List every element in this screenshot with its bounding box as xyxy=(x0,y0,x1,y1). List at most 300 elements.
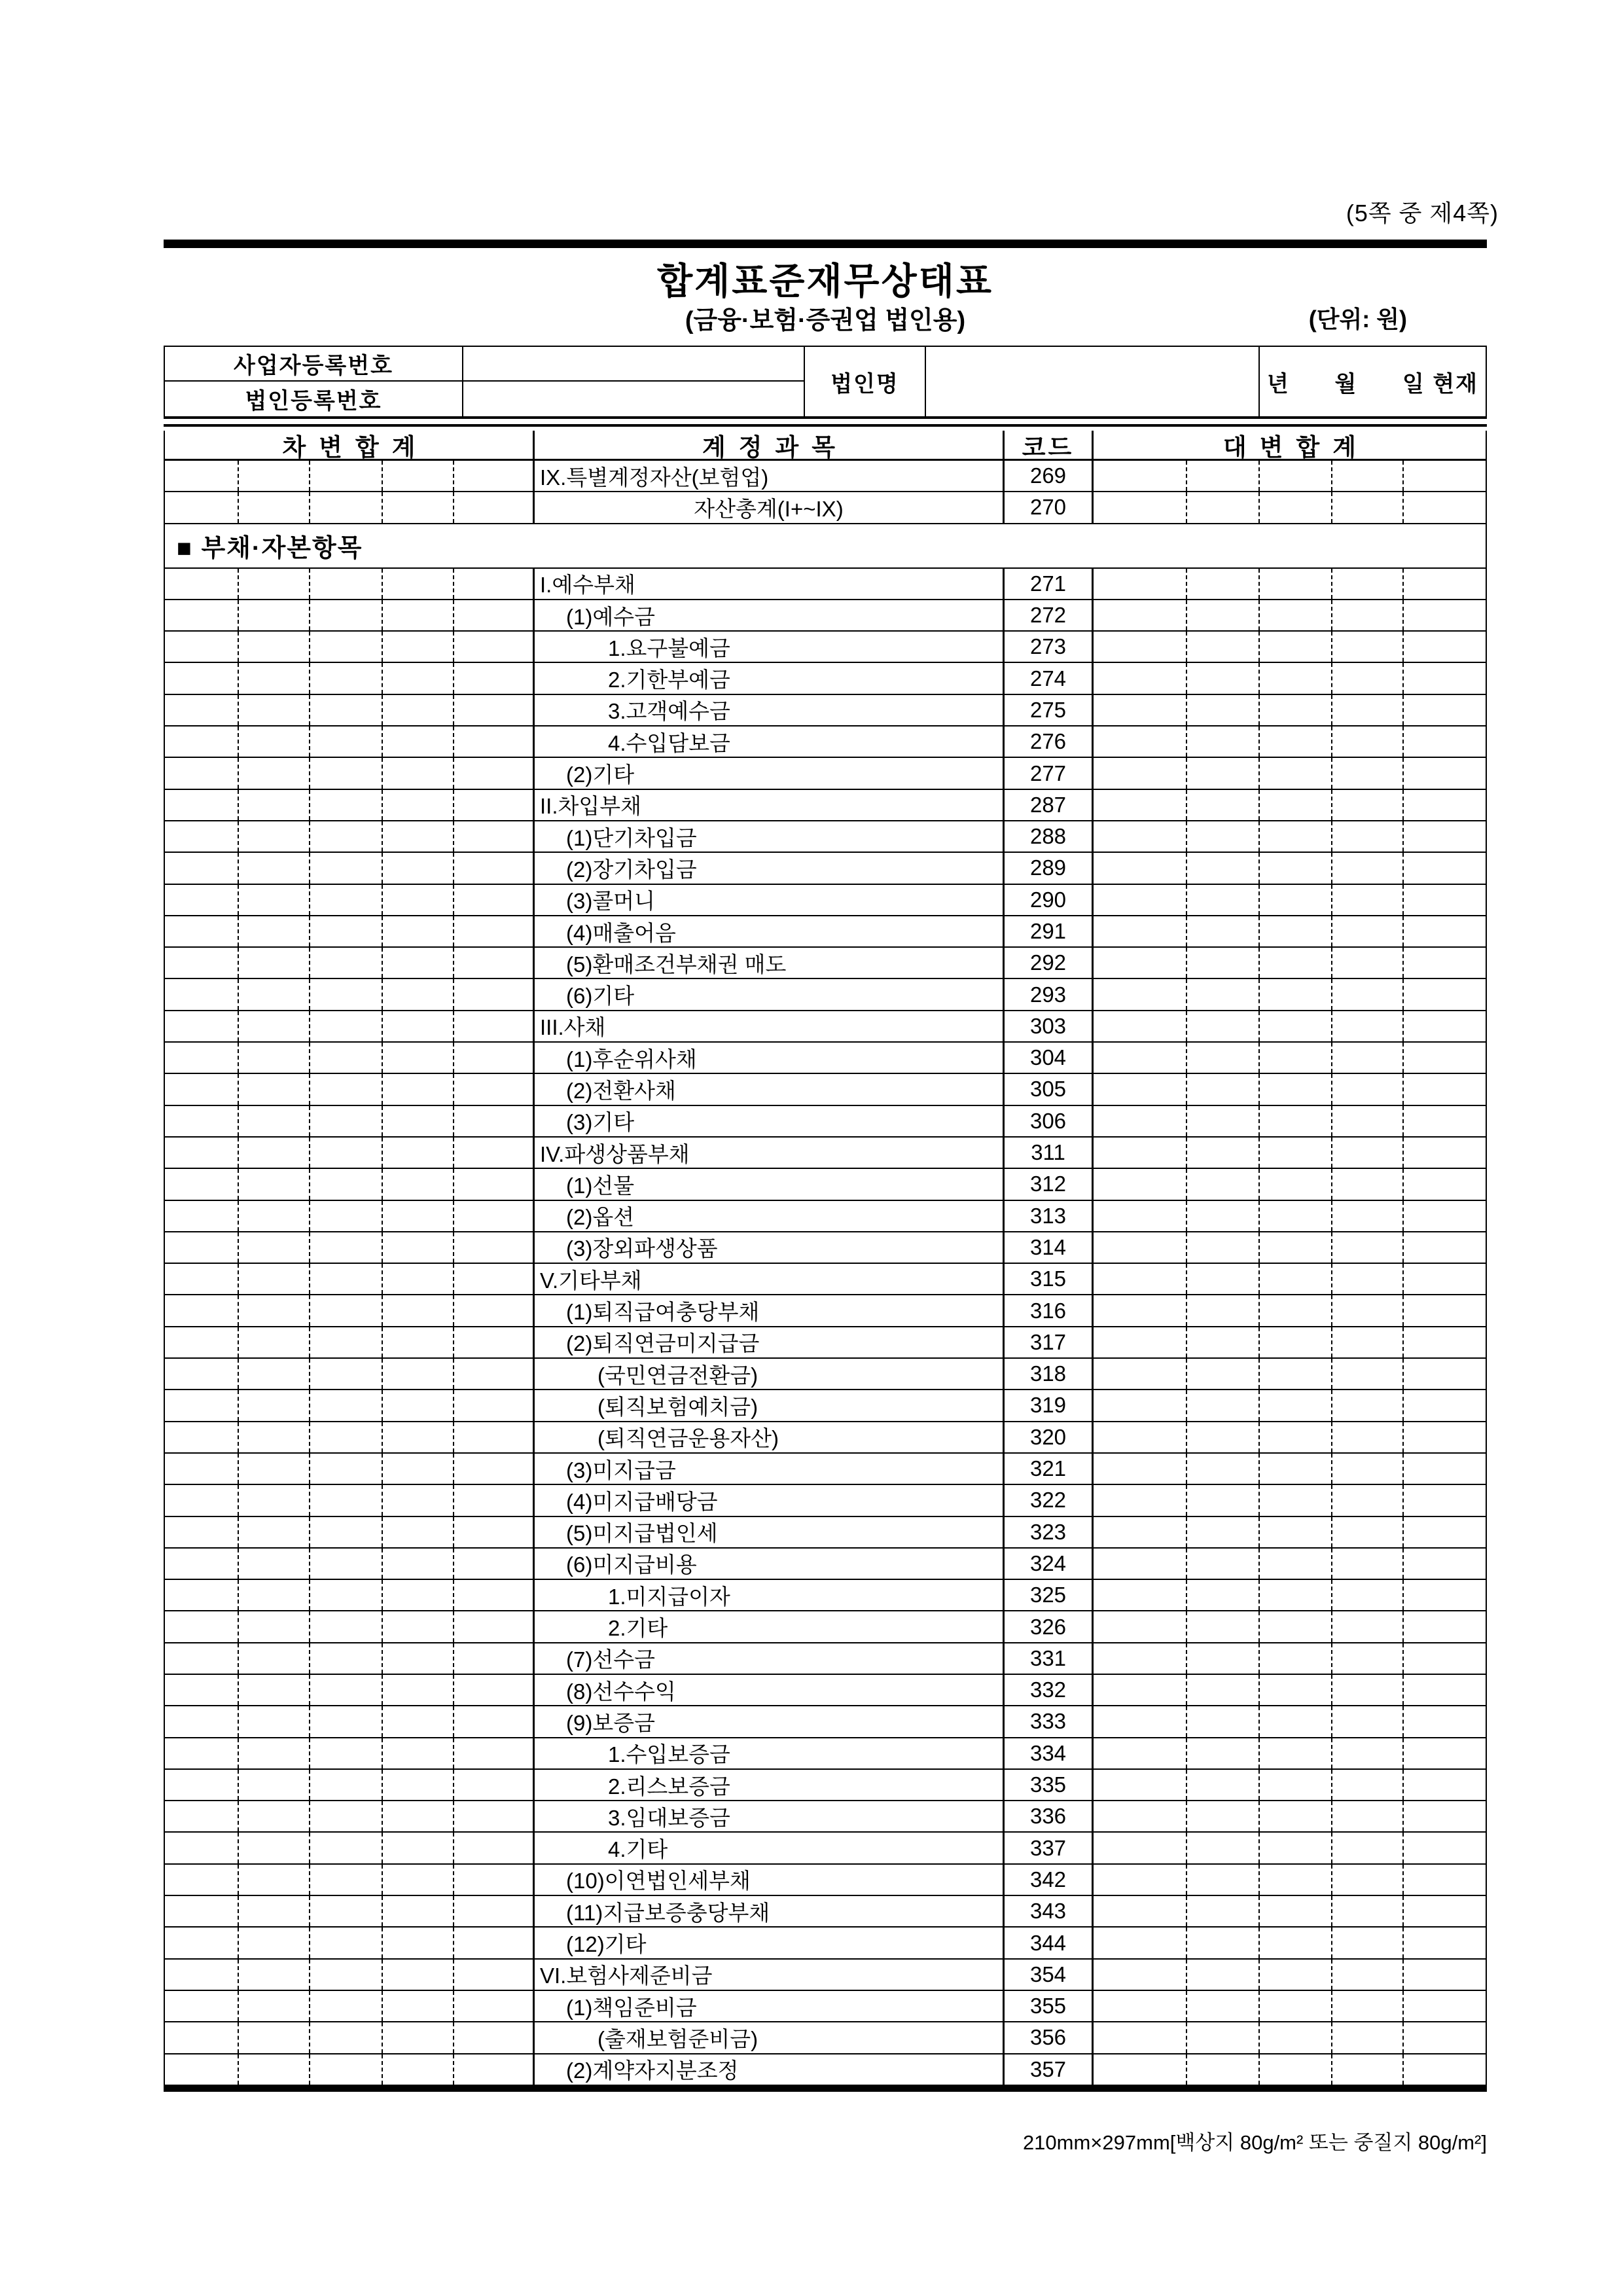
amount-digit-cell[interactable] xyxy=(238,979,309,1009)
amount-digit-cell[interactable] xyxy=(238,1043,309,1073)
amount-digit-cell[interactable] xyxy=(165,1485,238,1515)
amount-digit-cell[interactable] xyxy=(1186,1549,1258,1579)
amount-digit-cell[interactable] xyxy=(1258,1643,1331,1674)
amount-digit-cell[interactable] xyxy=(238,1074,309,1104)
amount-digit-cell[interactable] xyxy=(165,1896,238,1926)
amount-digit-cell[interactable] xyxy=(453,726,533,757)
amount-digit-cell[interactable] xyxy=(382,726,453,757)
amount-digit-cell[interactable] xyxy=(382,790,453,820)
amount-digit-cell[interactable] xyxy=(1186,1264,1258,1294)
amount-digit-cell[interactable] xyxy=(1331,663,1402,693)
amount-digit-cell[interactable] xyxy=(165,758,238,788)
credit-amount-cell[interactable] xyxy=(1094,1801,1486,1831)
amount-digit-cell[interactable] xyxy=(1094,916,1186,946)
amount-digit-cell[interactable] xyxy=(1258,461,1331,491)
credit-amount-cell[interactable] xyxy=(1094,2022,1486,2053)
credit-amount-cell[interactable] xyxy=(1094,1359,1486,1389)
amount-digit-cell[interactable] xyxy=(453,1043,533,1073)
amount-digit-cell[interactable] xyxy=(1258,1770,1331,1800)
amount-digit-cell[interactable] xyxy=(238,1169,309,1199)
amount-digit-cell[interactable] xyxy=(309,1074,382,1104)
debit-amount-cell[interactable] xyxy=(165,1770,533,1800)
amount-digit-cell[interactable] xyxy=(1402,569,1486,599)
amount-digit-cell[interactable] xyxy=(309,853,382,883)
amount-digit-cell[interactable] xyxy=(165,1169,238,1199)
amount-digit-cell[interactable] xyxy=(1258,1169,1331,1199)
amount-digit-cell[interactable] xyxy=(1258,663,1331,693)
amount-digit-cell[interactable] xyxy=(1094,1960,1186,1990)
amount-digit-cell[interactable] xyxy=(1186,1074,1258,1104)
amount-digit-cell[interactable] xyxy=(1094,821,1186,852)
amount-digit-cell[interactable] xyxy=(1331,1960,1402,1990)
amount-digit-cell[interactable] xyxy=(382,1928,453,1958)
amount-digit-cell[interactable] xyxy=(165,632,238,662)
amount-digit-cell[interactable] xyxy=(453,758,533,788)
amount-digit-cell[interactable] xyxy=(1402,1043,1486,1073)
amount-digit-cell[interactable] xyxy=(1258,853,1331,883)
amount-digit-cell[interactable] xyxy=(165,569,238,599)
amount-digit-cell[interactable] xyxy=(1258,1706,1331,1736)
amount-digit-cell[interactable] xyxy=(1094,1991,1186,2021)
amount-digit-cell[interactable] xyxy=(1258,1043,1331,1073)
amount-digit-cell[interactable] xyxy=(382,1454,453,1484)
amount-digit-cell[interactable] xyxy=(382,1517,453,1547)
debit-amount-cell[interactable] xyxy=(165,600,533,630)
amount-digit-cell[interactable] xyxy=(1094,1106,1186,1136)
amount-digit-cell[interactable] xyxy=(1258,1960,1331,1990)
amount-digit-cell[interactable] xyxy=(382,663,453,693)
amount-digit-cell[interactable] xyxy=(165,821,238,852)
amount-digit-cell[interactable] xyxy=(309,1517,382,1547)
amount-digit-cell[interactable] xyxy=(238,1106,309,1136)
amount-digit-cell[interactable] xyxy=(382,632,453,662)
amount-digit-cell[interactable] xyxy=(1402,1960,1486,1990)
amount-digit-cell[interactable] xyxy=(309,632,382,662)
debit-amount-cell[interactable] xyxy=(165,1454,533,1484)
amount-digit-cell[interactable] xyxy=(382,1896,453,1926)
amount-digit-cell[interactable] xyxy=(1186,1043,1258,1073)
amount-digit-cell[interactable] xyxy=(1186,1738,1258,1768)
amount-digit-cell[interactable] xyxy=(309,492,382,522)
amount-digit-cell[interactable] xyxy=(309,1043,382,1073)
amount-digit-cell[interactable] xyxy=(309,1960,382,1990)
amount-digit-cell[interactable] xyxy=(165,1801,238,1831)
amount-digit-cell[interactable] xyxy=(1402,758,1486,788)
amount-digit-cell[interactable] xyxy=(453,1169,533,1199)
amount-digit-cell[interactable] xyxy=(165,1295,238,1325)
amount-digit-cell[interactable] xyxy=(165,461,238,491)
amount-digit-cell[interactable] xyxy=(1258,948,1331,978)
amount-digit-cell[interactable] xyxy=(1258,1011,1331,1041)
amount-digit-cell[interactable] xyxy=(1094,1232,1186,1263)
debit-amount-cell[interactable] xyxy=(165,461,533,491)
debit-amount-cell[interactable] xyxy=(165,1549,533,1579)
credit-amount-cell[interactable] xyxy=(1094,1517,1486,1547)
amount-digit-cell[interactable] xyxy=(1402,853,1486,883)
amount-digit-cell[interactable] xyxy=(238,600,309,630)
amount-digit-cell[interactable] xyxy=(1094,1390,1186,1420)
amount-digit-cell[interactable] xyxy=(453,1896,533,1926)
amount-digit-cell[interactable] xyxy=(165,1675,238,1705)
debit-amount-cell[interactable] xyxy=(165,1327,533,1357)
amount-digit-cell[interactable] xyxy=(1402,1928,1486,1958)
amount-digit-cell[interactable] xyxy=(453,600,533,630)
amount-digit-cell[interactable] xyxy=(1331,1390,1402,1420)
credit-amount-cell[interactable] xyxy=(1094,1706,1486,1736)
amount-digit-cell[interactable] xyxy=(238,1295,309,1325)
amount-digit-cell[interactable] xyxy=(238,948,309,978)
debit-amount-cell[interactable] xyxy=(165,1485,533,1515)
amount-digit-cell[interactable] xyxy=(1094,1011,1186,1041)
amount-digit-cell[interactable] xyxy=(1258,885,1331,915)
amount-digit-cell[interactable] xyxy=(1331,1611,1402,1641)
amount-digit-cell[interactable] xyxy=(382,758,453,788)
amount-digit-cell[interactable] xyxy=(382,1327,453,1357)
amount-digit-cell[interactable] xyxy=(238,1549,309,1579)
amount-digit-cell[interactable] xyxy=(382,885,453,915)
amount-digit-cell[interactable] xyxy=(238,885,309,915)
amount-digit-cell[interactable] xyxy=(165,600,238,630)
amount-digit-cell[interactable] xyxy=(1186,695,1258,725)
amount-digit-cell[interactable] xyxy=(453,1454,533,1484)
amount-digit-cell[interactable] xyxy=(1258,1454,1331,1484)
credit-amount-cell[interactable] xyxy=(1094,1327,1486,1357)
amount-digit-cell[interactable] xyxy=(309,1264,382,1294)
amount-digit-cell[interactable] xyxy=(382,569,453,599)
amount-digit-cell[interactable] xyxy=(382,1106,453,1136)
amount-digit-cell[interactable] xyxy=(382,979,453,1009)
credit-amount-cell[interactable] xyxy=(1094,948,1486,978)
amount-digit-cell[interactable] xyxy=(1402,1675,1486,1705)
amount-digit-cell[interactable] xyxy=(1402,1549,1486,1579)
amount-digit-cell[interactable] xyxy=(1258,1422,1331,1452)
amount-digit-cell[interactable] xyxy=(1331,1485,1402,1515)
amount-digit-cell[interactable] xyxy=(309,569,382,599)
amount-digit-cell[interactable] xyxy=(165,1454,238,1484)
amount-digit-cell[interactable] xyxy=(238,1675,309,1705)
amount-digit-cell[interactable] xyxy=(382,853,453,883)
amount-digit-cell[interactable] xyxy=(1258,600,1331,630)
amount-digit-cell[interactable] xyxy=(238,1738,309,1768)
amount-digit-cell[interactable] xyxy=(309,1011,382,1041)
amount-digit-cell[interactable] xyxy=(1402,1991,1486,2021)
amount-digit-cell[interactable] xyxy=(238,695,309,725)
amount-digit-cell[interactable] xyxy=(1331,1801,1402,1831)
amount-digit-cell[interactable] xyxy=(165,1011,238,1041)
amount-digit-cell[interactable] xyxy=(1331,885,1402,915)
amount-digit-cell[interactable] xyxy=(382,821,453,852)
amount-digit-cell[interactable] xyxy=(1094,600,1186,630)
amount-digit-cell[interactable] xyxy=(1186,790,1258,820)
amount-digit-cell[interactable] xyxy=(1258,1991,1331,2021)
amount-digit-cell[interactable] xyxy=(1331,1738,1402,1768)
credit-amount-cell[interactable] xyxy=(1094,2054,1486,2085)
amount-digit-cell[interactable] xyxy=(238,632,309,662)
credit-amount-cell[interactable] xyxy=(1094,1232,1486,1263)
credit-amount-cell[interactable] xyxy=(1094,1675,1486,1705)
amount-digit-cell[interactable] xyxy=(1331,1201,1402,1231)
amount-digit-cell[interactable] xyxy=(1402,1770,1486,1800)
amount-digit-cell[interactable] xyxy=(1094,1327,1186,1357)
amount-digit-cell[interactable] xyxy=(238,1928,309,1958)
amount-digit-cell[interactable] xyxy=(165,916,238,946)
amount-digit-cell[interactable] xyxy=(1258,726,1331,757)
amount-digit-cell[interactable] xyxy=(1331,632,1402,662)
amount-digit-cell[interactable] xyxy=(238,1611,309,1641)
debit-amount-cell[interactable] xyxy=(165,1960,533,1990)
amount-digit-cell[interactable] xyxy=(1258,1611,1331,1641)
amount-digit-cell[interactable] xyxy=(238,1454,309,1484)
debit-amount-cell[interactable] xyxy=(165,1833,533,1863)
amount-digit-cell[interactable] xyxy=(1331,492,1402,522)
debit-amount-cell[interactable] xyxy=(165,1264,533,1294)
amount-digit-cell[interactable] xyxy=(453,1074,533,1104)
amount-digit-cell[interactable] xyxy=(453,1011,533,1041)
amount-digit-cell[interactable] xyxy=(165,1960,238,1990)
amount-digit-cell[interactable] xyxy=(1094,632,1186,662)
amount-digit-cell[interactable] xyxy=(1258,1896,1331,1926)
amount-digit-cell[interactable] xyxy=(453,1422,533,1452)
amount-digit-cell[interactable] xyxy=(1258,1675,1331,1705)
amount-digit-cell[interactable] xyxy=(1186,1865,1258,1895)
amount-digit-cell[interactable] xyxy=(238,2022,309,2053)
amount-digit-cell[interactable] xyxy=(1258,1359,1331,1389)
amount-digit-cell[interactable] xyxy=(1402,948,1486,978)
amount-digit-cell[interactable] xyxy=(165,1991,238,2021)
amount-digit-cell[interactable] xyxy=(238,916,309,946)
amount-digit-cell[interactable] xyxy=(382,1706,453,1736)
amount-digit-cell[interactable] xyxy=(1331,1706,1402,1736)
amount-digit-cell[interactable] xyxy=(309,663,382,693)
amount-digit-cell[interactable] xyxy=(1094,1738,1186,1768)
amount-digit-cell[interactable] xyxy=(309,1865,382,1895)
debit-amount-cell[interactable] xyxy=(165,790,533,820)
debit-amount-cell[interactable] xyxy=(165,758,533,788)
amount-digit-cell[interactable] xyxy=(165,1738,238,1768)
debit-amount-cell[interactable] xyxy=(165,1675,533,1705)
amount-digit-cell[interactable] xyxy=(1094,1138,1186,1168)
amount-digit-cell[interactable] xyxy=(309,916,382,946)
debit-amount-cell[interactable] xyxy=(165,821,533,852)
credit-amount-cell[interactable] xyxy=(1094,695,1486,725)
amount-digit-cell[interactable] xyxy=(1331,1643,1402,1674)
amount-digit-cell[interactable] xyxy=(382,1580,453,1610)
amount-digit-cell[interactable] xyxy=(238,1706,309,1736)
amount-digit-cell[interactable] xyxy=(382,1011,453,1041)
amount-digit-cell[interactable] xyxy=(1186,2022,1258,2053)
debit-amount-cell[interactable] xyxy=(165,885,533,915)
amount-digit-cell[interactable] xyxy=(1186,1295,1258,1325)
amount-digit-cell[interactable] xyxy=(238,461,309,491)
amount-digit-cell[interactable] xyxy=(309,1422,382,1452)
amount-digit-cell[interactable] xyxy=(1186,1896,1258,1926)
amount-digit-cell[interactable] xyxy=(1331,1264,1402,1294)
amount-digit-cell[interactable] xyxy=(453,492,533,522)
amount-digit-cell[interactable] xyxy=(1094,1454,1186,1484)
amount-digit-cell[interactable] xyxy=(1331,853,1402,883)
amount-digit-cell[interactable] xyxy=(1094,695,1186,725)
credit-amount-cell[interactable] xyxy=(1094,1738,1486,1768)
amount-digit-cell[interactable] xyxy=(382,1833,453,1863)
amount-digit-cell[interactable] xyxy=(1331,1865,1402,1895)
amount-digit-cell[interactable] xyxy=(165,979,238,1009)
amount-digit-cell[interactable] xyxy=(382,1865,453,1895)
amount-digit-cell[interactable] xyxy=(453,1675,533,1705)
amount-digit-cell[interactable] xyxy=(382,1232,453,1263)
amount-digit-cell[interactable] xyxy=(309,948,382,978)
amount-digit-cell[interactable] xyxy=(238,1770,309,1800)
amount-digit-cell[interactable] xyxy=(1186,1390,1258,1420)
amount-digit-cell[interactable] xyxy=(1402,1896,1486,1926)
amount-digit-cell[interactable] xyxy=(1402,1422,1486,1452)
amount-digit-cell[interactable] xyxy=(165,1106,238,1136)
amount-digit-cell[interactable] xyxy=(1331,1770,1402,1800)
amount-digit-cell[interactable] xyxy=(1258,2054,1331,2085)
amount-digit-cell[interactable] xyxy=(382,1138,453,1168)
amount-digit-cell[interactable] xyxy=(1094,663,1186,693)
amount-digit-cell[interactable] xyxy=(165,1643,238,1674)
amount-digit-cell[interactable] xyxy=(1331,1454,1402,1484)
amount-digit-cell[interactable] xyxy=(453,790,533,820)
credit-amount-cell[interactable] xyxy=(1094,1549,1486,1579)
amount-digit-cell[interactable] xyxy=(1094,979,1186,1009)
amount-digit-cell[interactable] xyxy=(238,853,309,883)
amount-digit-cell[interactable] xyxy=(309,1295,382,1325)
amount-digit-cell[interactable] xyxy=(165,1611,238,1641)
debit-amount-cell[interactable] xyxy=(165,1896,533,1926)
amount-digit-cell[interactable] xyxy=(1186,632,1258,662)
debit-amount-cell[interactable] xyxy=(165,1865,533,1895)
amount-digit-cell[interactable] xyxy=(1186,1327,1258,1357)
amount-digit-cell[interactable] xyxy=(453,1928,533,1958)
amount-digit-cell[interactable] xyxy=(1402,1264,1486,1294)
amount-digit-cell[interactable] xyxy=(1186,916,1258,946)
amount-digit-cell[interactable] xyxy=(238,1865,309,1895)
amount-digit-cell[interactable] xyxy=(309,1801,382,1831)
amount-digit-cell[interactable] xyxy=(382,1295,453,1325)
amount-digit-cell[interactable] xyxy=(1331,1106,1402,1136)
amount-digit-cell[interactable] xyxy=(382,1169,453,1199)
amount-digit-cell[interactable] xyxy=(1331,1169,1402,1199)
amount-digit-cell[interactable] xyxy=(238,821,309,852)
amount-digit-cell[interactable] xyxy=(1186,821,1258,852)
amount-digit-cell[interactable] xyxy=(309,1928,382,1958)
amount-digit-cell[interactable] xyxy=(238,1960,309,1990)
debit-amount-cell[interactable] xyxy=(165,1517,533,1547)
amount-digit-cell[interactable] xyxy=(453,2022,533,2053)
amount-digit-cell[interactable] xyxy=(238,790,309,820)
report-date-cell[interactable]: 년 월 일 현재 xyxy=(1266,371,1479,397)
amount-digit-cell[interactable] xyxy=(309,1106,382,1136)
amount-digit-cell[interactable] xyxy=(238,1138,309,1168)
amount-digit-cell[interactable] xyxy=(1094,1928,1186,1958)
amount-digit-cell[interactable] xyxy=(1094,1169,1186,1199)
amount-digit-cell[interactable] xyxy=(1402,600,1486,630)
amount-digit-cell[interactable] xyxy=(238,758,309,788)
amount-digit-cell[interactable] xyxy=(1258,1549,1331,1579)
amount-digit-cell[interactable] xyxy=(1094,1422,1186,1452)
credit-amount-cell[interactable] xyxy=(1094,632,1486,662)
amount-digit-cell[interactable] xyxy=(382,2054,453,2085)
credit-amount-cell[interactable] xyxy=(1094,790,1486,820)
amount-digit-cell[interactable] xyxy=(165,1359,238,1389)
amount-digit-cell[interactable] xyxy=(309,1738,382,1768)
amount-digit-cell[interactable] xyxy=(165,1422,238,1452)
amount-digit-cell[interactable] xyxy=(1402,1390,1486,1420)
amount-digit-cell[interactable] xyxy=(453,1738,533,1768)
amount-digit-cell[interactable] xyxy=(1094,1611,1186,1641)
amount-digit-cell[interactable] xyxy=(1094,1201,1186,1231)
amount-digit-cell[interactable] xyxy=(453,1295,533,1325)
debit-amount-cell[interactable] xyxy=(165,1074,533,1104)
amount-digit-cell[interactable] xyxy=(1258,916,1331,946)
amount-digit-cell[interactable] xyxy=(309,2022,382,2053)
amount-digit-cell[interactable] xyxy=(1186,1643,1258,1674)
amount-digit-cell[interactable] xyxy=(309,758,382,788)
amount-digit-cell[interactable] xyxy=(1331,2054,1402,2085)
amount-digit-cell[interactable] xyxy=(1402,1074,1486,1104)
credit-amount-cell[interactable] xyxy=(1094,758,1486,788)
amount-digit-cell[interactable] xyxy=(165,1549,238,1579)
amount-digit-cell[interactable] xyxy=(309,726,382,757)
amount-digit-cell[interactable] xyxy=(309,1327,382,1357)
amount-digit-cell[interactable] xyxy=(453,853,533,883)
amount-digit-cell[interactable] xyxy=(453,1232,533,1263)
amount-digit-cell[interactable] xyxy=(1402,1517,1486,1547)
amount-digit-cell[interactable] xyxy=(1094,492,1186,522)
amount-digit-cell[interactable] xyxy=(1331,1991,1402,2021)
amount-digit-cell[interactable] xyxy=(382,1549,453,1579)
amount-digit-cell[interactable] xyxy=(1094,1580,1186,1610)
amount-digit-cell[interactable] xyxy=(238,1517,309,1547)
credit-amount-cell[interactable] xyxy=(1094,1928,1486,1958)
amount-digit-cell[interactable] xyxy=(238,1011,309,1041)
amount-digit-cell[interactable] xyxy=(453,979,533,1009)
amount-digit-cell[interactable] xyxy=(1331,948,1402,978)
credit-amount-cell[interactable] xyxy=(1094,1643,1486,1674)
amount-digit-cell[interactable] xyxy=(453,1517,533,1547)
amount-digit-cell[interactable] xyxy=(1402,1138,1486,1168)
amount-digit-cell[interactable] xyxy=(1402,1580,1486,1610)
amount-digit-cell[interactable] xyxy=(309,1549,382,1579)
amount-digit-cell[interactable] xyxy=(1094,853,1186,883)
amount-digit-cell[interactable] xyxy=(453,1801,533,1831)
amount-digit-cell[interactable] xyxy=(165,1074,238,1104)
amount-digit-cell[interactable] xyxy=(1258,979,1331,1009)
amount-digit-cell[interactable] xyxy=(1258,1327,1331,1357)
amount-digit-cell[interactable] xyxy=(1258,758,1331,788)
amount-digit-cell[interactable] xyxy=(1094,1801,1186,1831)
amount-digit-cell[interactable] xyxy=(1331,1675,1402,1705)
debit-amount-cell[interactable] xyxy=(165,492,533,522)
amount-digit-cell[interactable] xyxy=(238,2054,309,2085)
amount-digit-cell[interactable] xyxy=(382,1390,453,1420)
amount-digit-cell[interactable] xyxy=(309,1169,382,1199)
amount-digit-cell[interactable] xyxy=(1402,1485,1486,1515)
amount-digit-cell[interactable] xyxy=(1258,1232,1331,1263)
amount-digit-cell[interactable] xyxy=(1186,1106,1258,1136)
amount-digit-cell[interactable] xyxy=(1402,1833,1486,1863)
amount-digit-cell[interactable] xyxy=(309,1580,382,1610)
debit-amount-cell[interactable] xyxy=(165,916,533,946)
amount-digit-cell[interactable] xyxy=(309,2054,382,2085)
amount-digit-cell[interactable] xyxy=(238,1390,309,1420)
amount-digit-cell[interactable] xyxy=(309,1485,382,1515)
amount-digit-cell[interactable] xyxy=(238,1264,309,1294)
amount-digit-cell[interactable] xyxy=(453,569,533,599)
debit-amount-cell[interactable] xyxy=(165,1043,533,1073)
amount-digit-cell[interactable] xyxy=(1186,663,1258,693)
